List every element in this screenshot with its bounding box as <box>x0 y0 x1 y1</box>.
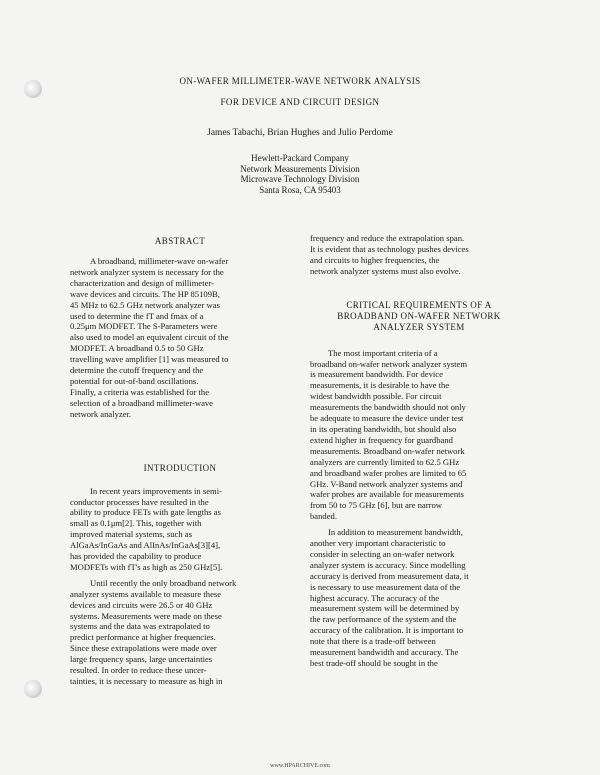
introduction-paragraph-1 <box>70 486 290 573</box>
introduction-paragraph-2 <box>70 578 290 687</box>
punch-hole-bottom <box>24 680 42 698</box>
text-line: predict performance at higher frequencies. <box>70 632 216 643</box>
abstract-body <box>70 256 290 420</box>
text-line: determine the cutoff frequency and the <box>70 365 204 376</box>
text-line: MODFETs with fT's as high as 250 GHz[5]. <box>70 561 223 572</box>
text-line: the raw performance of the system and the <box>310 614 457 625</box>
heading-line: ANALYZER SYSTEM <box>373 321 465 332</box>
text-line: In recent years improvements in semi- <box>90 485 222 496</box>
text-line: and broadband wafer probes are limited to 65 <box>310 467 467 478</box>
text-line: wave devices and circuits. The HP 85109B, <box>70 288 220 299</box>
text-line: ability to produce FETs with gate lengths as <box>70 507 221 518</box>
text-line: measurement system will be determined by <box>310 603 460 614</box>
text-line: has provided the capability to produce <box>70 551 202 562</box>
text-line: broadband on-wafer network analyzer system <box>310 358 468 369</box>
text-line: It is evident that as technology pushes devices <box>310 243 469 254</box>
text-line: note that there is a trade-off between <box>310 636 436 647</box>
archive-footer: www.HPARCHIVE.com <box>270 763 330 769</box>
text-line: Since these extrapolations were made over <box>70 643 217 654</box>
text-line: selection of a broadband millimeter-wave <box>70 397 214 408</box>
text-line: characterization and design of millimeter- <box>70 277 214 288</box>
text-line: highest accuracy. The accuracy of the <box>310 592 440 603</box>
right-column <box>310 233 528 669</box>
text-line: AlGaAs/InGaAs and AlInAs/InGaAs[3][4], <box>70 540 221 551</box>
text-line: In addition to measurement bandwidth, <box>328 527 463 538</box>
text-line: 45 MHz to 62.5 GHz network analyzer was <box>70 299 220 310</box>
text-line: conductor processes have resulted in the <box>70 496 209 507</box>
text-line: systems. Measurements were made on these <box>70 610 222 621</box>
text-line: potential for out-of-band oscillations. <box>70 375 199 386</box>
paper-title-line-1: ON-WAFER MILLIMETER-WAVE NETWORK ANALYSIS <box>179 76 421 86</box>
text-line: small as 0.1μm[2]. This, together with <box>70 518 202 529</box>
text-line: measurements, it is desirable to have the <box>310 380 450 391</box>
text-line: travelling wave amplifier [1] was measured to <box>70 354 229 365</box>
text-line: best trade-off should be sought in the <box>310 658 438 668</box>
text-line: resulted. In order to reduce these uncer- <box>70 665 207 676</box>
text-line: be adequate to measure the device under test <box>310 413 464 424</box>
affiliation-line: Hewlett-Packard Company <box>251 153 349 163</box>
text-line: consider in selecting an on-wafer network <box>310 548 455 559</box>
text-line: from 50 to 75 GHz [6], but are narrow <box>310 500 442 511</box>
heading-line: CRITICAL REQUIREMENTS OF A <box>346 299 492 310</box>
text-line: The most important criteria of a <box>328 347 438 358</box>
affiliation-line: Microwave Technology Division <box>240 174 360 184</box>
author-list: James Tabachi, Brian Hughes and Julio Perdome <box>207 128 393 138</box>
heading-line: BROADBAND ON-WAFER NETWORK <box>337 310 501 321</box>
text-line: MODFET. A broadband 0.5 to 50 GHz <box>70 343 204 354</box>
affiliation <box>0 153 600 195</box>
text-line: is measurement bandwidth. For device <box>310 369 443 380</box>
text-line: measurements the bandwidth should not only <box>310 402 466 413</box>
text-line: accuracy of the calibration. It is important to <box>310 625 464 636</box>
text-line: measurement bandwidth and accuracy. The <box>310 647 459 658</box>
introduction-heading: INTRODUCTION <box>143 462 217 473</box>
text-line: in its operating bandwidth, but should also <box>310 423 457 434</box>
text-line: extend higher in frequency for guardband <box>310 434 453 445</box>
text-line: banded. <box>310 511 337 522</box>
text-line: and circuits to higher frequencies, the <box>310 254 440 265</box>
text-line: analyzers are currently limited to 62.5 GHz <box>310 456 460 467</box>
left-column <box>70 236 290 687</box>
text-line: improved material systems, such as <box>70 529 192 540</box>
text-line: Finally, a criteria was established for the <box>70 386 210 397</box>
text-line: 0.25μm MODFET. The S-Parameters were <box>70 321 218 332</box>
text-line: systems and the data was extrapolated to <box>70 621 210 632</box>
abstract-heading: ABSTRACT <box>154 236 206 246</box>
text-line: network analyzer systems must also evolve. <box>310 265 461 276</box>
text-line: analyzer systems available to measure these <box>70 588 222 599</box>
text-line: GHz. V-Band network analyzer systems and <box>310 478 463 489</box>
requirements-paragraph-1 <box>310 348 528 523</box>
text-line: accuracy is derived from measurement data, it <box>310 570 469 581</box>
continued-paragraph <box>310 233 528 277</box>
text-line: is necessary to use measurement data of the <box>310 581 461 592</box>
text-line: widest bandwidth possible. For circuit <box>310 391 442 402</box>
text-line: large frequency spans, large uncertainties <box>70 654 213 665</box>
text-line: also used to model an equivalent circuit of the <box>70 332 229 343</box>
text-line: network analyzer. <box>70 408 132 419</box>
paper-title-line-2: FOR DEVICE AND CIRCUIT DESIGN <box>220 97 380 107</box>
affiliation-line: Santa Rosa, CA 95403 <box>259 184 341 195</box>
text-line: devices and circuits were 26.5 or 40 GHz <box>70 599 213 610</box>
text-line: network analyzer system is necessary for the <box>70 266 224 277</box>
affiliation-line: Network Measurements Division <box>240 163 360 174</box>
text-line: analyzer system is accuracy. Since modelling <box>310 559 466 570</box>
text-line: used to determine the fT and fmax of a <box>70 310 204 321</box>
text-line: measurements. Broadband on-wafer network <box>310 445 465 456</box>
text-line: wafer probes are available for measurements <box>310 489 464 500</box>
text-line: tainties, it is necessary to measure as high in <box>70 676 223 686</box>
critical-requirements-heading <box>310 300 528 333</box>
text-line: another very important characteristic to <box>310 538 446 549</box>
text-line: Until recently the only broadband network <box>90 577 237 588</box>
text-line: frequency and reduce the extrapolation span. <box>310 233 465 243</box>
text-line: A broadband, millimeter-wave on-wafer <box>90 256 229 266</box>
requirements-paragraph-2 <box>310 527 528 669</box>
